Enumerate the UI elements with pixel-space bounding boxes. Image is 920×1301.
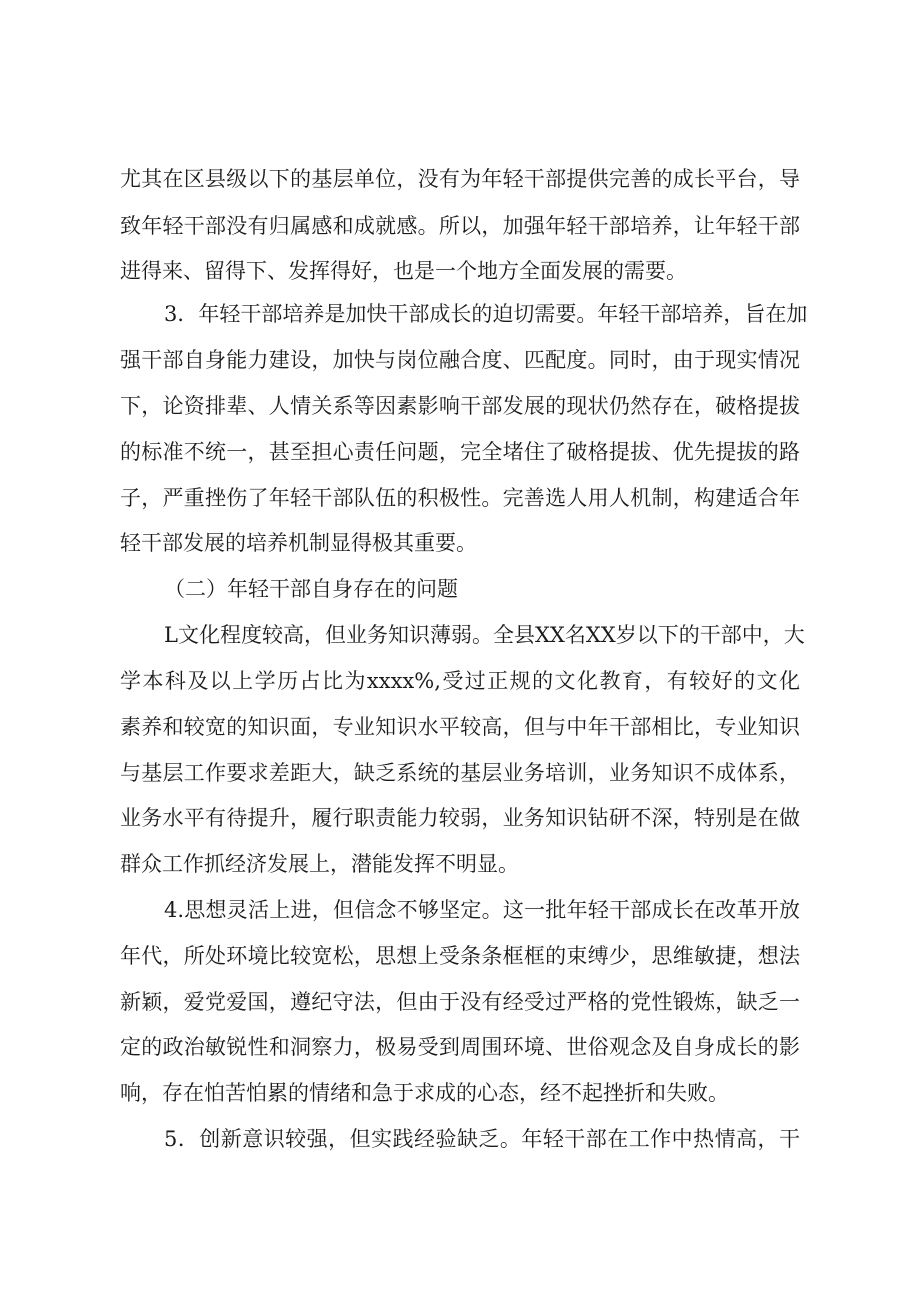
text-line-7: 的标准不统一，甚至担心责任问题，完全堵住了破格提拔、优先提拔的路 [120, 440, 800, 464]
text-line-9: 轻干部发展的培养机制显得极其重要。 [120, 531, 477, 555]
text-line-8: 子，严重挫伤了年轻干部队伍的积极性。完善选人用人机制，构建适合年 [120, 486, 800, 510]
text-line-20: 定的政治敏锐性和洞察力，极易受到周围环境、世俗观念及自身成长的影 [120, 1035, 800, 1059]
text-line-18: 年代，所处环境比较宽松，思想上受条条框框的束缚少，思维敏捷，想法 [120, 944, 800, 968]
text-line-3: 进得来、留得下、发挥得好，也是一个地方全面发展的需要。 [120, 259, 687, 283]
text-line-16: 群众工作抓经济发展上，潜能发挥不明显。 [120, 852, 519, 876]
text-line-5: 强干部自身能力建设，加快与岗位融合度、匹配度。同时，由于现实情况 [120, 348, 800, 372]
text-line-2: 致年轻干部没有归属感和成就感。所以，加强年轻干部培养，让年轻干部 [120, 214, 800, 238]
text-line-15: 业务水平有待提升，履行职责能力较弱，业务知识钻研不深，特别是在做 [120, 806, 800, 830]
text-line-13: 素养和较宽的知识面，专业知识水平较高，但与中年干部相比，专业知识 [120, 715, 800, 739]
text-line-1: 尤其在区县级以下的基层单位，没有为年轻干部提供完善的成长平台，导 [120, 167, 800, 191]
section-heading: （二）年轻干部自身存在的问题 [164, 577, 458, 601]
text-line-22: 5．创新意识较强，但实践经验缺乏。年轻干部在工作中热情高，干 [164, 1127, 800, 1151]
text-line-19: 新颖，爱党爱国，遵纪守法，但由于没有经受过严格的党性锻炼，缺乏一 [120, 990, 800, 1014]
text-line-4: 3．年轻干部培养是加快干部成长的迫切需要。年轻干部培养，旨在加 [164, 302, 808, 326]
text-line-17: 4.思想灵活上进，但信念不够坚定。这一批年轻干部成长在改革开放 [164, 898, 800, 922]
text-line-21: 响，存在怕苦怕累的情绪和急于求成的心态，经不起挫折和失败。 [120, 1081, 729, 1105]
text-line-14: 与基层工作要求差距大，缺乏系统的基层业务培训，业务知识不成体系， [120, 761, 800, 785]
text-line-6: 下，论资排辈、人情关系等因素影响干部发展的现状仍然存在，破格提拔 [120, 394, 800, 418]
text-line-11: L文化程度较高，但业务知识薄弱。全县XX名XX岁以下的干部中，大 [164, 623, 805, 647]
text-line-12: 学本科及以上学历占比为xxxx%,受过正规的文化教育，有较好的文化 [120, 669, 800, 693]
